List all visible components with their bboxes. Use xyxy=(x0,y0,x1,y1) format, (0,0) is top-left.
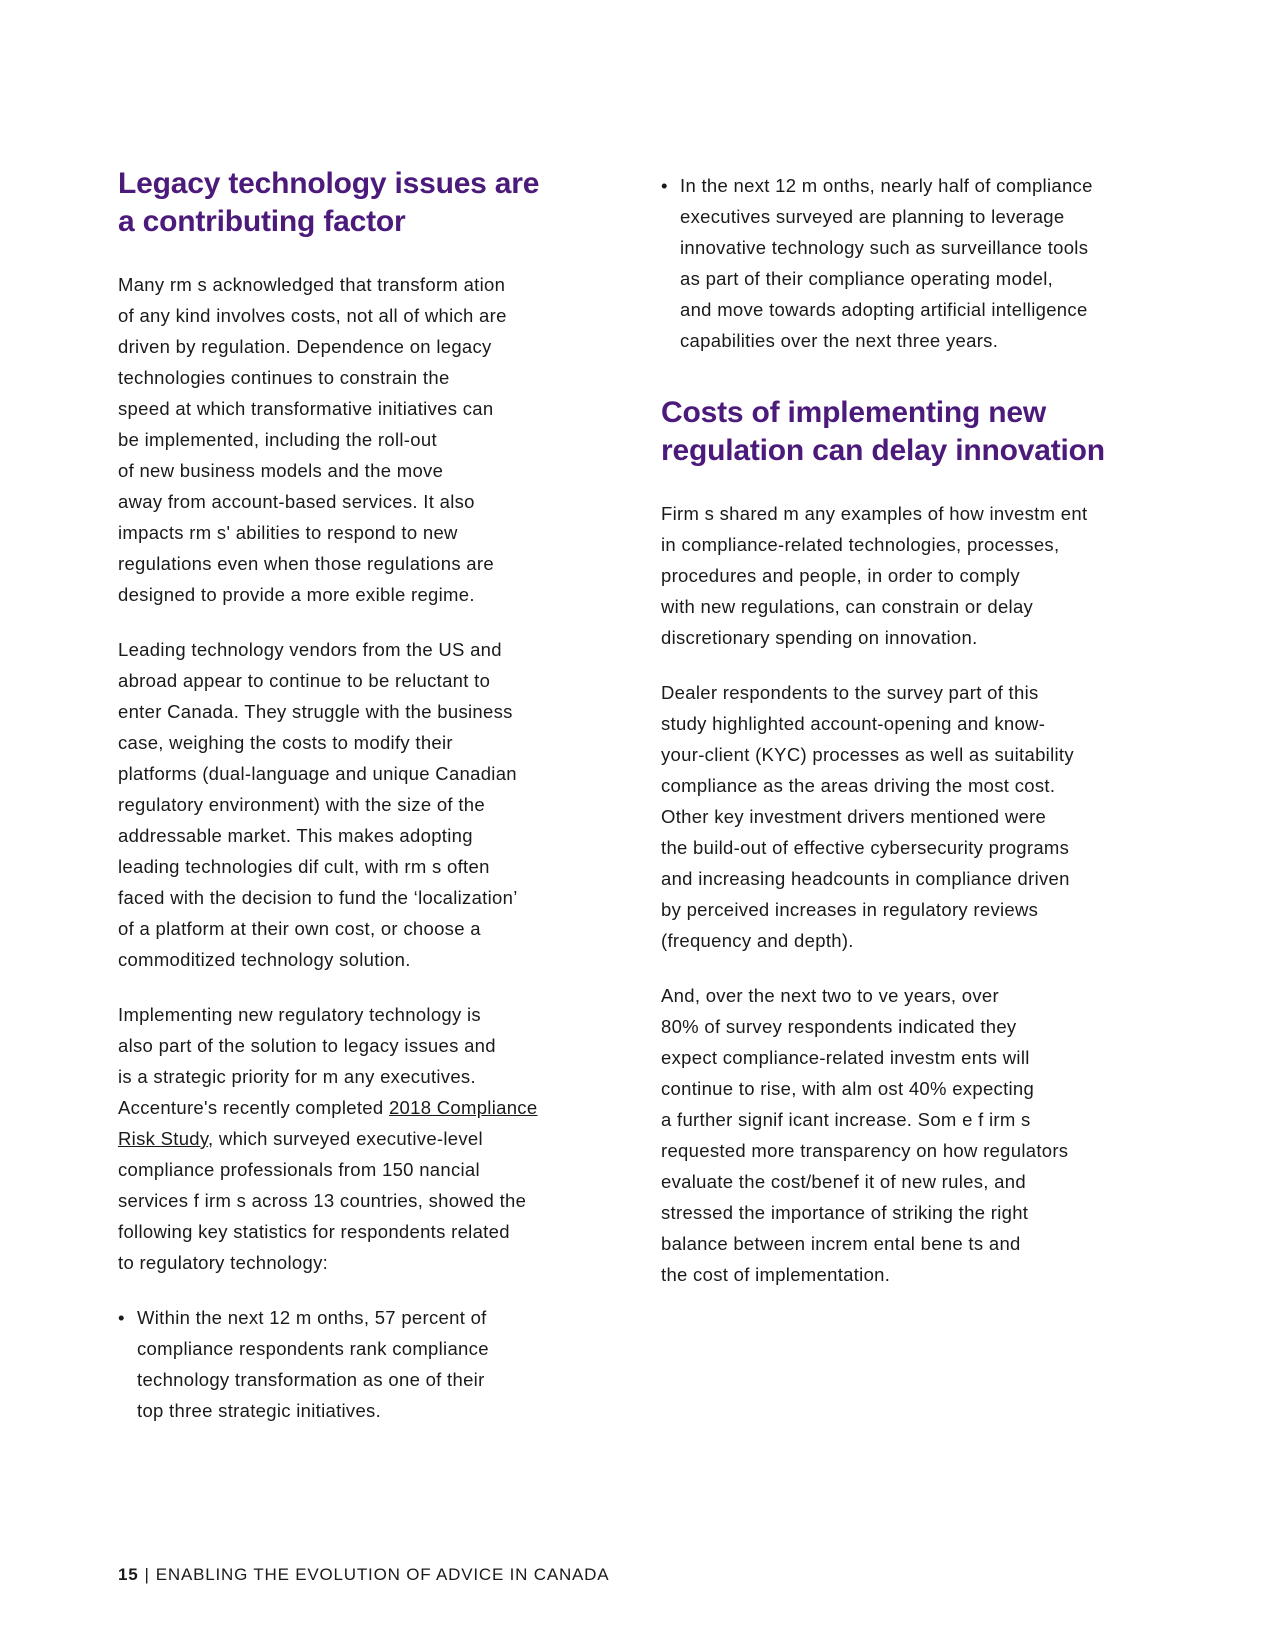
list-item xyxy=(661,170,1166,356)
bullet-marker: • xyxy=(661,175,668,196)
paragraph-investment-examples: Firm s shared m any examples of how investm ent in compliance-related technologies, processes, procedures and people, in order to comply with new regulations, can constrain or delay discretionary spending on innovation. xyxy=(661,503,1088,648)
heading-costs-of-regulation: Costs of implementing new regulation can delay innovation xyxy=(661,396,1105,467)
footer-separator: | xyxy=(144,1565,150,1584)
page-number: 15 xyxy=(118,1565,139,1584)
page-footer xyxy=(118,1565,609,1585)
paragraph-regulatory-technology-rest: , which surveyed executive-level compliance professionals from 150 nancial services f irm s across 13 countries, showed the following key statistics for respondents related to regulatory technology: xyxy=(118,1128,527,1273)
bullet-text: Within the next 12 m onths, 57 percent of compliance respondents rank compliance technology transformation as one of their top three strategic initiatives. xyxy=(137,1307,489,1421)
heading-legacy-technology: Legacy technology issues are a contributing factor xyxy=(118,167,540,238)
left-bullet-list xyxy=(118,1302,623,1426)
paragraph-future-investments: And, over the next two to ve years, over 80% of survey respondents indicated they expect compliance-related investm ents will continue to rise, with alm ost 40% expecting a further signif icant increase. Som e f irm s requested more transparency on how regulators evaluate the cost/benef it of new rules, and stressed the importance of striking the right balance between increm ental bene ts and the cost of implementation. xyxy=(661,985,1069,1285)
left-column xyxy=(118,165,623,1426)
bullet-marker: • xyxy=(118,1307,125,1328)
paragraph-regulatory-technology xyxy=(118,999,623,1278)
paragraph-dealer-respondents: Dealer respondents to the survey part of this study highlighted account-opening and know- your-client (KYC) processes as well as suitability compliance as the areas driving the most cost. Other key investment drivers mentioned were the build-out of effective cybersecurity programs and increasing headcounts in compliance driven by perceived increases in regulatory reviews (frequency and depth). xyxy=(661,682,1074,951)
right-bullet-list xyxy=(661,170,1166,356)
paragraph-regulatory-technology-intro: Implementing new regulatory technology is also part of the solution to legacy issues and is a strategic priority for m any executives. Accenture's recently completed xyxy=(118,1004,496,1118)
right-column xyxy=(661,170,1166,1290)
document-title: ENABLING THE EVOLUTION OF ADVICE IN CANADA xyxy=(155,1565,610,1584)
compliance-risk-study-link[interactable]: 2018 Compliance Risk Study xyxy=(118,1097,538,1149)
bullet-text: In the next 12 m onths, nearly half of compliance executives surveyed are planning to leverage innovative technology such as surveillance tools as part of their compliance operating model, and move towards adopting artificial intelligence capabilities over the next three years. xyxy=(680,175,1093,351)
list-item xyxy=(118,1302,623,1426)
paragraph-technology-vendors: Leading technology vendors from the US and abroad appear to continue to be reluctant to enter Canada. They struggle with the business case, weighing the costs to modify their platforms (dual-language and unique Canadian regulatory environment) with the size of the addressable market. This makes adopting leading technologies dif cult, with rm s often faced with the decision to fund the ‘localization’ of a platform at their own cost, or choose a commoditized technology solution. xyxy=(118,639,518,970)
paragraph-transformation-costs: Many rm s acknowledged that transform ation of any kind involves costs, not all of which are driven by regulation. Dependence on legacy technologies continues to constrain the speed at which transformative initiatives can be implemented, including the roll-out of new business models and the move away from account-based services. It also impacts rm s' abilities to respond to new regulations even when those regulations are designed to provide a more exible regime. xyxy=(118,274,507,605)
